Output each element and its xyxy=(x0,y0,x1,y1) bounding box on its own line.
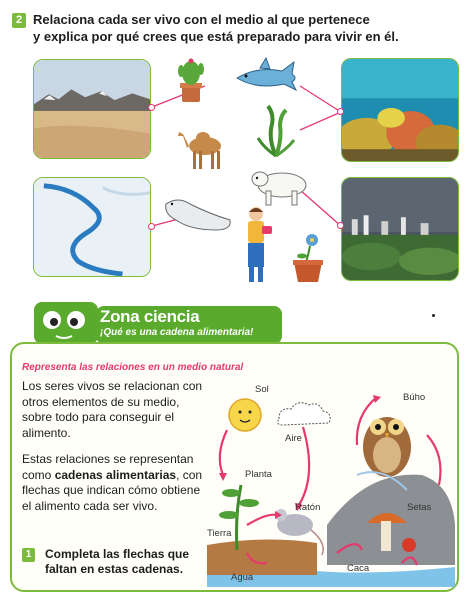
shark-icon xyxy=(232,56,302,94)
activity-number-badge: 1 xyxy=(22,548,35,562)
owl-icon xyxy=(363,417,411,477)
desert-dot xyxy=(148,104,155,111)
label-buho: Búho xyxy=(403,392,426,403)
paragraph-2-bold: cadenas alimentarias xyxy=(54,467,177,482)
label-raton: Ratón xyxy=(295,502,321,513)
label-caca: Caca xyxy=(347,563,370,574)
sun-icon xyxy=(229,399,261,431)
instruction-line-2: y explica por qué crees que está preparado para vivir en él. xyxy=(33,29,399,44)
city-dot xyxy=(337,222,344,229)
label-tierra: Tierra xyxy=(207,528,232,539)
cactus-icon xyxy=(175,55,207,103)
desert-photo xyxy=(33,59,151,159)
instruction-line-1: Relaciona cada ser vivo con el medio al que pertenece xyxy=(33,12,370,27)
label-aire: Aire xyxy=(285,433,302,444)
paragraph-2-end: , con flechas que indican cómo obtiene el alimento cada ser vivo. xyxy=(22,467,203,513)
frozen-landscape-photo xyxy=(33,177,151,277)
label-sol: Sol xyxy=(255,384,269,395)
flower-pot-icon xyxy=(290,232,326,284)
science-heading: Representa las relaciones en un medio natural xyxy=(22,362,244,373)
activity-text: Completa las flechas que faltan en estas cadenas. xyxy=(45,547,190,576)
label-planta: Planta xyxy=(245,469,272,480)
paragraph-2 xyxy=(22,452,208,514)
food-chain-diagram xyxy=(207,375,455,587)
zona-ciencia-title: Zona ciencia xyxy=(100,307,200,326)
coral-reef-dot xyxy=(337,108,344,115)
paragraph-1: Los seres vivos se relacionan con otros elementos de su medio, sobre todo para conseguir el alimento. xyxy=(22,379,203,440)
coral-reef-photo xyxy=(341,58,459,162)
mascot-icon xyxy=(30,296,102,346)
girl-watering-plant-icon xyxy=(238,204,274,286)
seal-icon xyxy=(160,190,236,234)
label-agua: Agua xyxy=(231,572,254,583)
city-photo xyxy=(341,177,459,281)
camel-icon xyxy=(175,126,231,172)
polar-bear-icon xyxy=(248,163,312,207)
frozen-landscape-dot xyxy=(148,223,155,230)
page-mark xyxy=(432,314,435,317)
label-setas: Setas xyxy=(407,502,432,513)
seaweed-icon xyxy=(254,104,298,158)
exercise-number-badge: 2 xyxy=(12,13,26,28)
zona-ciencia-subtitle: ¡Qué es una cadena alimentaria! xyxy=(100,327,254,338)
paragraph-2-start: Estas relaciones se representan como xyxy=(22,452,194,482)
